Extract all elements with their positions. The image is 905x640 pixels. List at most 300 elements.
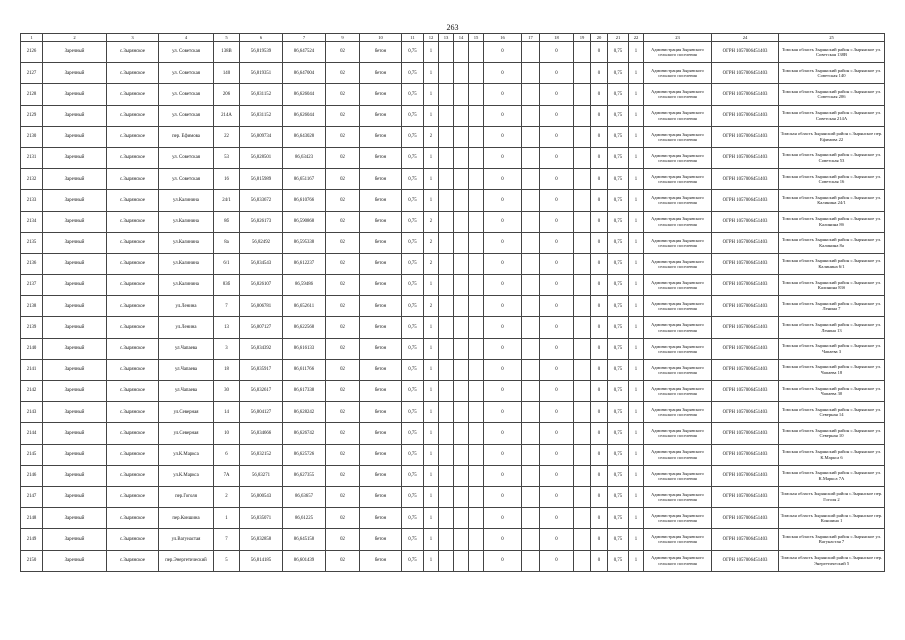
table-cell [522, 486, 540, 507]
table-cell: с.Зырянское [107, 105, 159, 126]
table-cell: с.Зырянское [107, 147, 159, 168]
column-header: 3 [107, 34, 159, 42]
table-cell: 56,834392 [240, 338, 283, 359]
table-cell [522, 63, 540, 84]
table-cell [522, 381, 540, 402]
table-cell: ул.К.Маркса [159, 465, 214, 486]
table-cell [522, 190, 540, 211]
table-cell: 1 [424, 42, 439, 63]
table-cell: с.Зырянское [107, 63, 159, 84]
table-cell: 0,75 [608, 63, 629, 84]
table-cell: 56,806781 [240, 296, 283, 317]
table-cell: Заречный [43, 190, 107, 211]
table-cell: с.Зырянское [107, 444, 159, 465]
table-cell: 0,75 [608, 402, 629, 423]
column-header: 9 [326, 34, 360, 42]
table-cell [469, 317, 484, 338]
table-cell: ул. Советская [159, 147, 214, 168]
table-cell: ОГРН 1057006451403 [712, 296, 779, 317]
table-cell: 0 [591, 296, 608, 317]
table-cell: 0,75 [608, 190, 629, 211]
table-cell: 0 [591, 444, 608, 465]
table-cell: 02 [326, 317, 360, 338]
table-cell: 56,832858 [240, 529, 283, 550]
table-cell [439, 381, 454, 402]
table-cell: Томская область Зырянский район с.Зырянское ул. Советская 138В [779, 42, 885, 63]
table-cell: 0 [591, 275, 608, 296]
table-cell: 56,835917 [240, 359, 283, 380]
table-cell [454, 508, 469, 529]
table-cell: 0 [591, 359, 608, 380]
table-cell: Администрация Зырянского сельского поселения [644, 105, 712, 126]
table-cell: 86,652611 [283, 296, 326, 317]
table-cell: 86,627355 [283, 465, 326, 486]
table-body [21, 42, 885, 572]
table-cell: 2131 [21, 147, 43, 168]
table-cell: 0,75 [402, 317, 424, 338]
table-cell: 0,75 [402, 169, 424, 190]
table-cell: 10 [214, 423, 240, 444]
table-cell: Томская область Зырянский район с.Зырянское ул. Советская 16 [779, 169, 885, 190]
table-cell: 0,75 [608, 317, 629, 338]
registry-table [20, 33, 885, 572]
table-cell: 2133 [21, 190, 43, 211]
table-cell [469, 296, 484, 317]
table-cell: ул.Калинина [159, 190, 214, 211]
table-cell: 0 [591, 529, 608, 550]
table-cell [522, 105, 540, 126]
table-cell: с.Зырянское [107, 42, 159, 63]
table-cell [454, 465, 469, 486]
table-cell: Заречный [43, 147, 107, 168]
table-cell: Администрация Зырянского сельского поселения [644, 423, 712, 444]
table-cell: 2146 [21, 465, 43, 486]
table-cell: 0,75 [608, 147, 629, 168]
table-cell: 56,800543 [240, 486, 283, 507]
table-cell: 2135 [21, 232, 43, 253]
table-cell: Администрация Зырянского сельского поселения [644, 42, 712, 63]
table-cell: ул. Советская [159, 105, 214, 126]
table-cell: бетон [360, 63, 402, 84]
table-cell: Администрация Зырянского сельского поселения [644, 338, 712, 359]
table-cell: 86,63657 [283, 486, 326, 507]
table-cell [439, 126, 454, 147]
table-cell: 02 [326, 296, 360, 317]
table-cell [522, 317, 540, 338]
table-cell: 0,75 [402, 529, 424, 550]
table-cell: 0,75 [402, 63, 424, 84]
table-cell: Томская область Зырянский район с.Зырянское ул. Чапаева 3 [779, 338, 885, 359]
table-row [21, 296, 885, 317]
table-cell: 2138 [21, 296, 43, 317]
table-cell: бетон [360, 338, 402, 359]
column-header: 22 [629, 34, 644, 42]
table-cell: 1 [629, 42, 644, 63]
table-cell: 86,647524 [283, 42, 326, 63]
table-cell [454, 423, 469, 444]
table-cell: 1 [629, 275, 644, 296]
table-cell: ОГРН 1057006451403 [712, 402, 779, 423]
table-cell: бетон [360, 126, 402, 147]
table-cell: 86,626044 [283, 105, 326, 126]
table-cell [469, 275, 484, 296]
table-row [21, 444, 885, 465]
table-cell: 0 [484, 84, 522, 105]
table-cell: Заречный [43, 486, 107, 507]
table-cell: 0 [540, 232, 574, 253]
table-cell: 0 [591, 84, 608, 105]
table-cell [454, 190, 469, 211]
table-cell: 1 [629, 381, 644, 402]
table-cell [522, 338, 540, 359]
table-cell: 56,819351 [240, 63, 283, 84]
table-cell [469, 381, 484, 402]
table-cell: бетон [360, 423, 402, 444]
table-cell: 1 [629, 253, 644, 274]
table-cell: ОГРН 1057006451403 [712, 529, 779, 550]
table-cell: 0 [540, 381, 574, 402]
table-cell: пер.Гоголя [159, 486, 214, 507]
table-cell [574, 147, 591, 168]
table-cell: 0 [540, 317, 574, 338]
table-cell: 0 [540, 190, 574, 211]
table-cell: Томская область Зырянский район с.Зырянское ул. Чапаева 30 [779, 381, 885, 402]
table-cell [454, 253, 469, 274]
table-cell: 0,75 [608, 42, 629, 63]
table-cell [439, 147, 454, 168]
table-cell: 02 [326, 42, 360, 63]
table-cell: 1 [629, 338, 644, 359]
table-row [21, 169, 885, 190]
table-cell: Заречный [43, 317, 107, 338]
table-cell: 0 [591, 253, 608, 274]
table-cell: Заречный [43, 63, 107, 84]
table-cell: с.Зырянское [107, 338, 159, 359]
table-cell: Томская область Зырянский район с.Зырянское ул. Северная 14 [779, 402, 885, 423]
table-cell: ул.Калинина [159, 232, 214, 253]
table-cell: с.Зырянское [107, 465, 159, 486]
column-header: 19 [574, 34, 591, 42]
table-cell: 56,834543 [240, 253, 283, 274]
table-cell: Заречный [43, 338, 107, 359]
table-cell: с.Зырянское [107, 84, 159, 105]
column-header: 23 [644, 34, 712, 42]
table-cell: бетон [360, 169, 402, 190]
table-cell: 1 [424, 63, 439, 84]
table-cell: 86,651167 [283, 169, 326, 190]
table-cell: 0 [484, 147, 522, 168]
table-cell: Заречный [43, 423, 107, 444]
table-cell: Администрация Зырянского сельского поселения [644, 529, 712, 550]
table-cell: 7 [214, 296, 240, 317]
table-cell: 0,75 [608, 275, 629, 296]
table-cell: 02 [326, 338, 360, 359]
table-cell: бетон [360, 508, 402, 529]
table-cell: 0 [540, 253, 574, 274]
table-cell: 0,75 [402, 211, 424, 232]
table-cell: Администрация Зырянского сельского поселения [644, 232, 712, 253]
table-cell: 0,75 [402, 338, 424, 359]
table-cell: 0 [540, 147, 574, 168]
table-cell: Томская область Зырянский район с.Зырянское ул. Северная 10 [779, 423, 885, 444]
table-row [21, 381, 885, 402]
table-cell [574, 359, 591, 380]
table-cell: 0 [591, 126, 608, 147]
table-cell: 0 [591, 550, 608, 571]
table-cell: 0,75 [402, 508, 424, 529]
table-cell: 0 [540, 359, 574, 380]
table-cell: 02 [326, 402, 360, 423]
table-cell: 0 [484, 169, 522, 190]
table-cell: ОГРН 1057006451403 [712, 486, 779, 507]
column-header: 12 [424, 34, 439, 42]
table-cell: 2145 [21, 444, 43, 465]
table-cell: 86,611766 [283, 359, 326, 380]
table-cell: 0 [540, 63, 574, 84]
table-cell: 0 [484, 423, 522, 444]
table-cell: 0,75 [608, 550, 629, 571]
table-cell: Томская область Зырянский район с.Зырянское пер. Гоголя 2 [779, 486, 885, 507]
table-cell: Администрация Зырянского сельского поселения [644, 253, 712, 274]
table-cell: бетон [360, 381, 402, 402]
table-cell: бетон [360, 529, 402, 550]
table-cell: 0 [591, 147, 608, 168]
table-cell: ОГРН 1057006451403 [712, 211, 779, 232]
table-cell: ОГРН 1057006451403 [712, 444, 779, 465]
table-cell: Администрация Зырянского сельского поселения [644, 190, 712, 211]
table-cell: 1 [424, 529, 439, 550]
table-cell [469, 338, 484, 359]
table-cell: с.Зырянское [107, 232, 159, 253]
table-cell: Заречный [43, 508, 107, 529]
table-cell: 0 [484, 359, 522, 380]
table-cell [574, 275, 591, 296]
table-cell: 0 [540, 508, 574, 529]
table-cell: Администрация Зырянского сельского поселения [644, 508, 712, 529]
table-cell: 2126 [21, 42, 43, 63]
table-cell: 1 [629, 211, 644, 232]
table-cell: 53 [214, 147, 240, 168]
table-cell: 86,622568 [283, 317, 326, 338]
table-cell: ОГРН 1057006451403 [712, 317, 779, 338]
table-cell [469, 42, 484, 63]
table-cell [439, 550, 454, 571]
table-cell: Заречный [43, 211, 107, 232]
table-cell: Томская область Зырянский район с.Зырянское ул. Советская 214А [779, 105, 885, 126]
table-cell: Томская область Зырянский район с.Зырянское ул. Калинина 83б [779, 275, 885, 296]
table-cell [469, 105, 484, 126]
table-cell: Заречный [43, 465, 107, 486]
column-header: 17 [522, 34, 540, 42]
table-cell: бетон [360, 444, 402, 465]
table-cell: ОГРН 1057006451403 [712, 423, 779, 444]
table-cell [469, 402, 484, 423]
table-cell [454, 296, 469, 317]
table-cell: бетон [360, 275, 402, 296]
table-cell: ул.Северная [159, 402, 214, 423]
table-cell: с.Зырянское [107, 126, 159, 147]
column-header: 7 [283, 34, 326, 42]
table-cell: 2144 [21, 423, 43, 444]
table-cell: Администрация Зырянского сельского поселения [644, 317, 712, 338]
column-header: 1 [21, 34, 43, 42]
table-cell: ОГРН 1057006451403 [712, 253, 779, 274]
table-cell: 0,75 [402, 190, 424, 211]
column-header: 6 [240, 34, 283, 42]
table-cell: 0 [484, 486, 522, 507]
table-cell [454, 232, 469, 253]
table-cell: 0,75 [608, 381, 629, 402]
table-cell: 0,75 [608, 296, 629, 317]
table-cell: 02 [326, 275, 360, 296]
table-cell [454, 211, 469, 232]
table-cell [574, 296, 591, 317]
table-cell: бетон [360, 105, 402, 126]
table-cell: 56,815989 [240, 169, 283, 190]
table-cell: 0,75 [402, 147, 424, 168]
table-cell: Заречный [43, 444, 107, 465]
table-cell: 0,75 [402, 465, 424, 486]
table-cell: 2137 [21, 275, 43, 296]
table-cell: Заречный [43, 232, 107, 253]
table-cell: 0,75 [402, 84, 424, 105]
table-cell [469, 253, 484, 274]
table-cell [469, 169, 484, 190]
table-cell: 0 [540, 486, 574, 507]
table-cell: 0 [540, 42, 574, 63]
table-cell: бетон [360, 211, 402, 232]
table-cell: 0 [484, 529, 522, 550]
table-cell [574, 444, 591, 465]
table-row [21, 63, 885, 84]
column-header: 5 [214, 34, 240, 42]
table-cell: Заречный [43, 550, 107, 571]
table-cell: ОГРН 1057006451403 [712, 105, 779, 126]
table-cell [469, 359, 484, 380]
table-cell: 2127 [21, 63, 43, 84]
table-row [21, 402, 885, 423]
table-cell: 0 [591, 508, 608, 529]
table-cell: с.Зырянское [107, 317, 159, 338]
table-cell: 1 [424, 423, 439, 444]
table-cell: 0 [484, 317, 522, 338]
table-cell [439, 42, 454, 63]
table-cell: 0 [591, 42, 608, 63]
table-cell: 0 [591, 317, 608, 338]
table-cell [454, 84, 469, 105]
table-cell [522, 423, 540, 444]
table-cell [454, 169, 469, 190]
table-cell: Заречный [43, 169, 107, 190]
table-cell: 0,75 [608, 211, 629, 232]
table-cell: 0 [591, 423, 608, 444]
table-cell: 1 [629, 529, 644, 550]
table-cell: 0 [591, 63, 608, 84]
table-cell: бетон [360, 190, 402, 211]
table-cell: 1 [424, 359, 439, 380]
table-cell [439, 253, 454, 274]
table-cell [439, 486, 454, 507]
table-cell: 140 [214, 63, 240, 84]
table-cell [574, 402, 591, 423]
table-cell: 02 [326, 126, 360, 147]
table-cell: 5 [214, 550, 240, 571]
table-cell: 0 [484, 275, 522, 296]
table-cell [522, 211, 540, 232]
table-cell: ул. Советская [159, 63, 214, 84]
table-cell: Администрация Зырянского сельского поселения [644, 63, 712, 84]
table-cell [574, 423, 591, 444]
table-cell: 0 [484, 508, 522, 529]
table-cell: ОГРН 1057006451403 [712, 465, 779, 486]
table-cell: ул.Вагунастая [159, 529, 214, 550]
table-cell: 2 [424, 211, 439, 232]
table-cell [469, 232, 484, 253]
table-cell: Заречный [43, 42, 107, 63]
table-cell [574, 317, 591, 338]
table-cell: ОГРН 1057006451403 [712, 126, 779, 147]
table-cell: 8б [214, 211, 240, 232]
table-cell: ул.Калинина [159, 253, 214, 274]
table-cell: пер. Ефимова [159, 126, 214, 147]
table-cell: 2142 [21, 381, 43, 402]
table-cell: ОГРН 1057006451403 [712, 42, 779, 63]
table-cell [574, 253, 591, 274]
table-cell: ОГРН 1057006451403 [712, 508, 779, 529]
table-cell: 206 [214, 84, 240, 105]
table-cell [522, 529, 540, 550]
table-row [21, 84, 885, 105]
table-cell: Администрация Зырянского сельского поселения [644, 84, 712, 105]
table-cell: 6/1 [214, 253, 240, 274]
table-cell: 2134 [21, 211, 43, 232]
table-cell: 56,807127 [240, 317, 283, 338]
table-cell: Администрация Зырянского сельского поселения [644, 211, 712, 232]
table-cell [469, 508, 484, 529]
table-cell [439, 63, 454, 84]
table-cell [439, 105, 454, 126]
table-cell: ул.Калинина [159, 211, 214, 232]
table-cell: Администрация Зырянского сельского поселения [644, 486, 712, 507]
table-cell: 56,83271 [240, 465, 283, 486]
table-cell: 02 [326, 550, 360, 571]
table-cell: 86,61225 [283, 508, 326, 529]
table-cell: 1 [629, 169, 644, 190]
table-cell: ОГРН 1057006451403 [712, 84, 779, 105]
table-cell: 02 [326, 381, 360, 402]
table-cell: 0 [540, 126, 574, 147]
table-cell: бетон [360, 232, 402, 253]
table-cell: 0 [540, 169, 574, 190]
table-cell [454, 275, 469, 296]
table-cell: 0 [540, 84, 574, 105]
table-cell: 0,75 [402, 444, 424, 465]
table-cell: 214А [214, 105, 240, 126]
table-cell: 0,75 [402, 253, 424, 274]
table-cell: 0,75 [608, 126, 629, 147]
table-cell [469, 423, 484, 444]
table-cell: ул.Ленина [159, 296, 214, 317]
table-cell [522, 508, 540, 529]
table-row [21, 465, 885, 486]
table-cell: 0 [540, 529, 574, 550]
table-cell: 22 [214, 126, 240, 147]
column-header: 2 [43, 34, 107, 42]
table-cell: с.Зырянское [107, 359, 159, 380]
table-cell: 02 [326, 147, 360, 168]
column-header: 25 [779, 34, 885, 42]
table-cell: Томская область Зырянский район с.Зырянское ул. Калинина 6/1 [779, 253, 885, 274]
